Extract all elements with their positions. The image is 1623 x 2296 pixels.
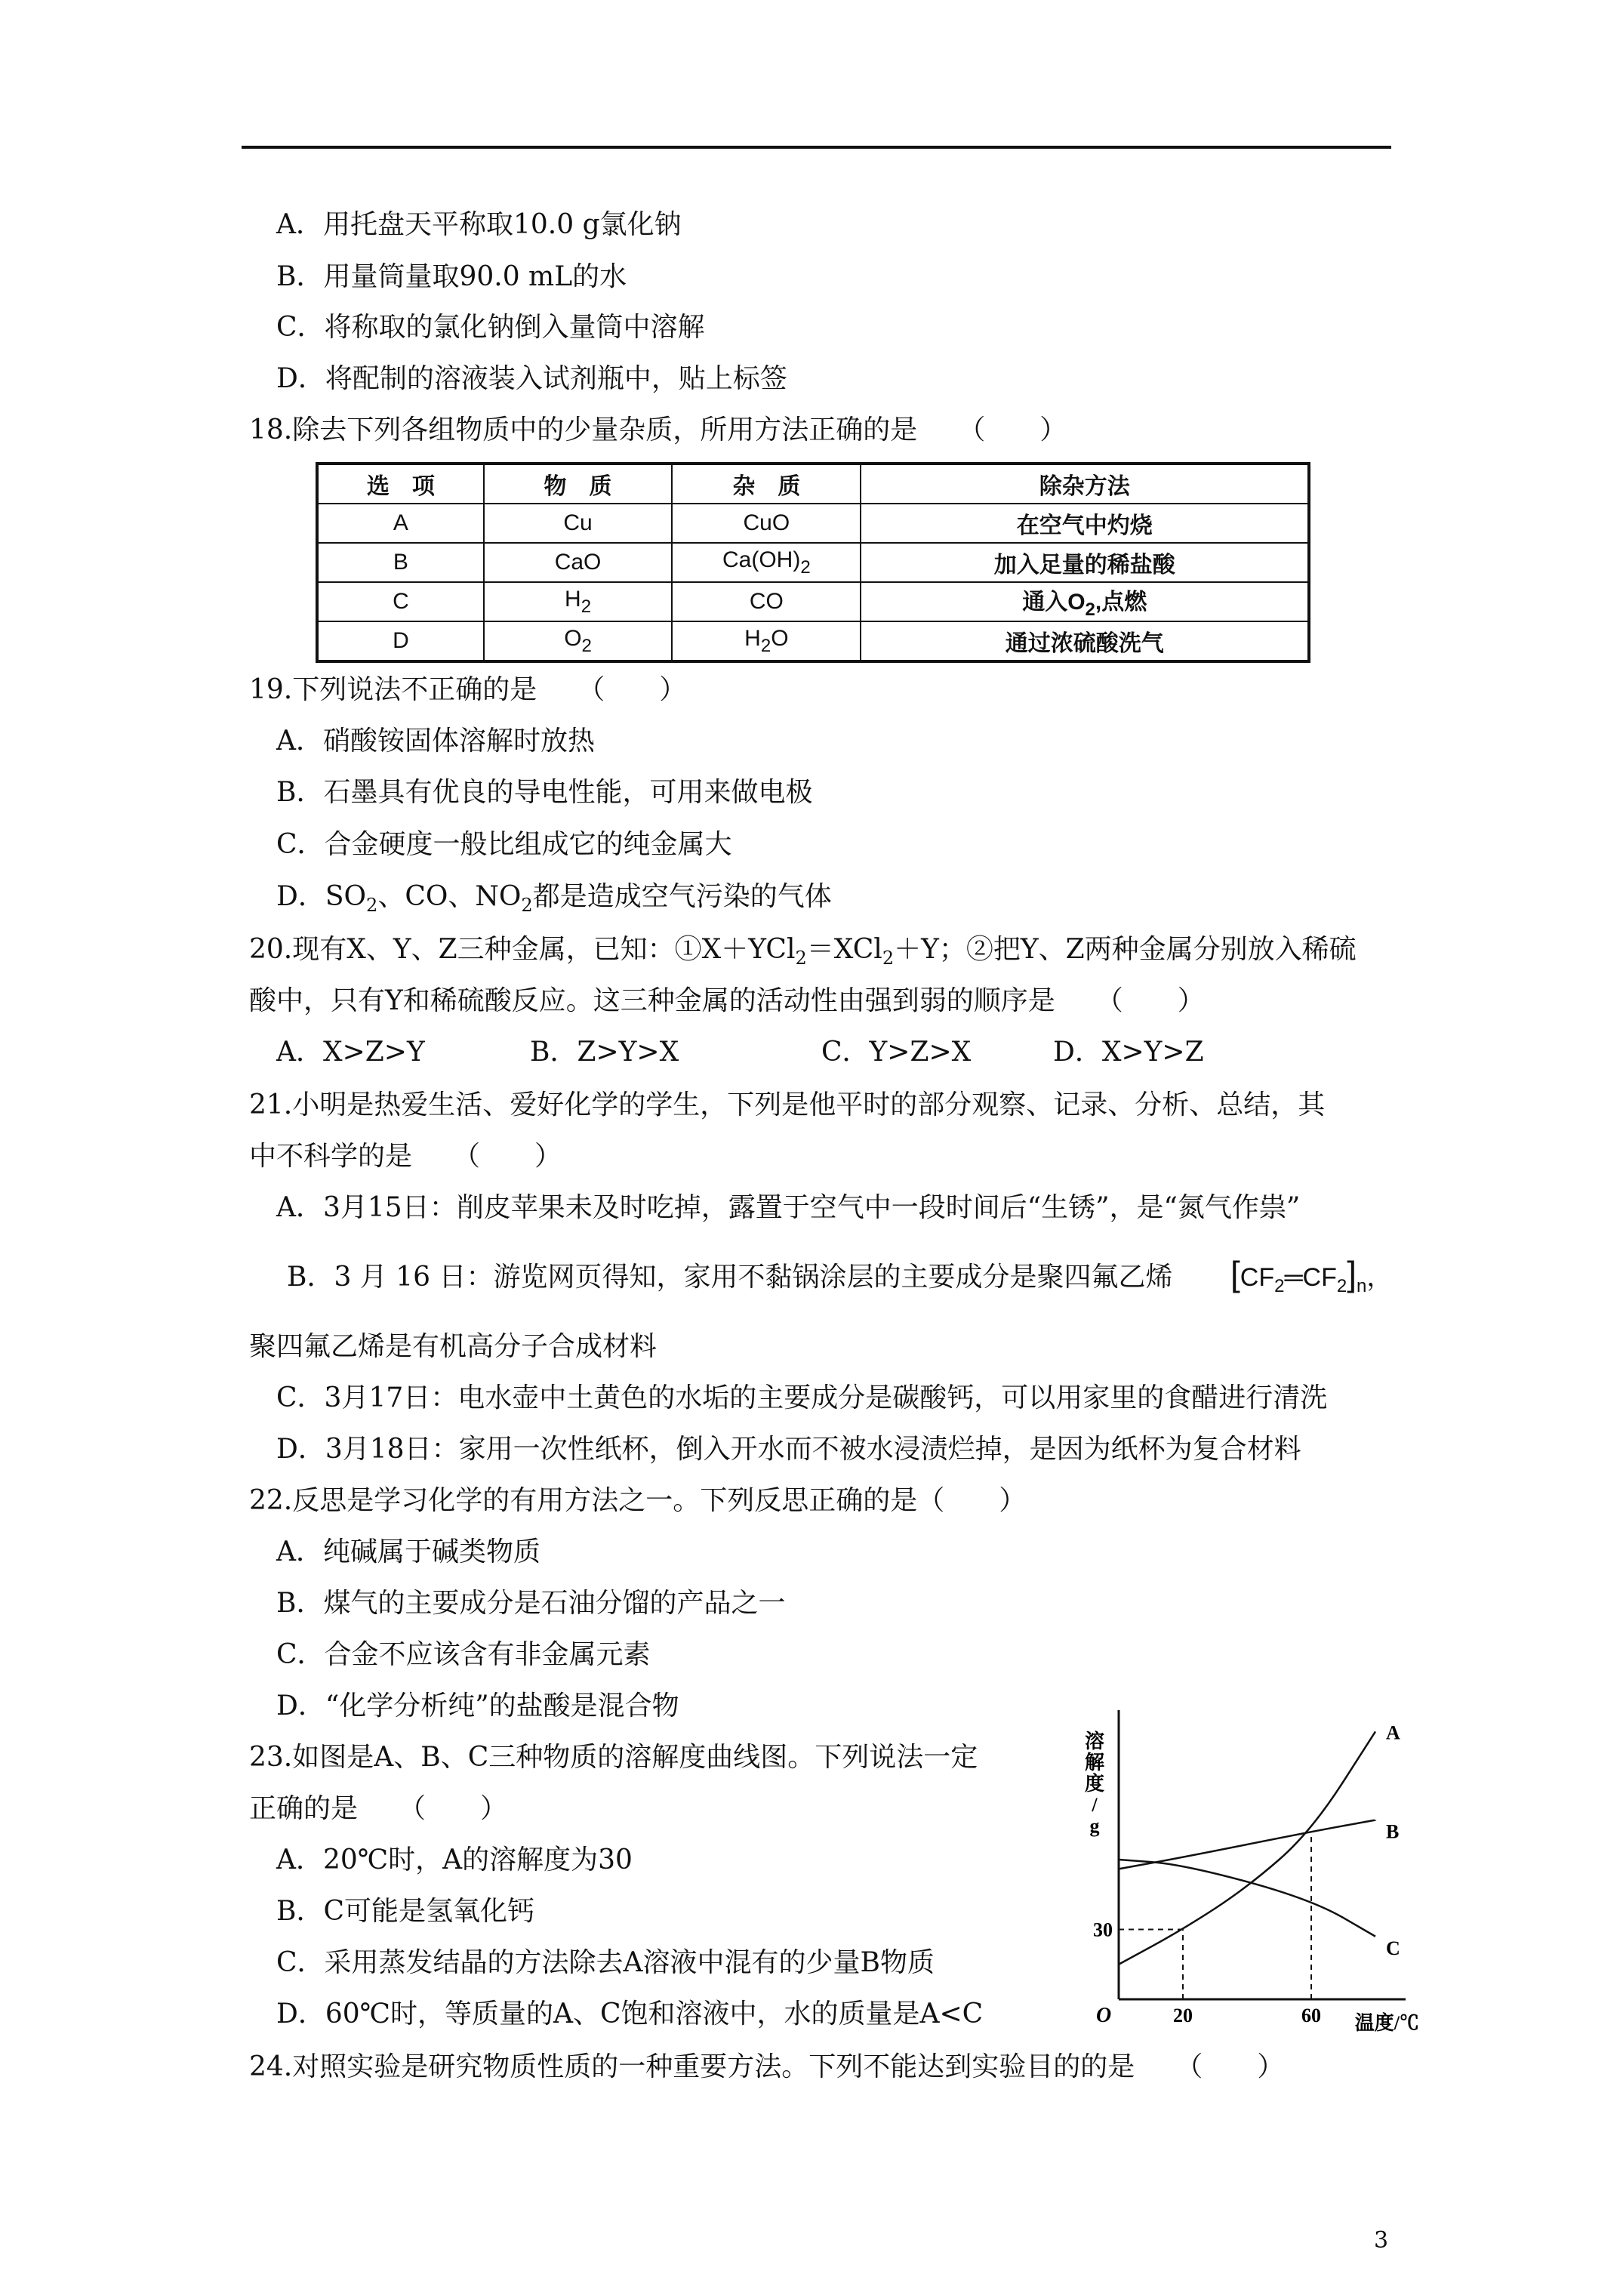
q20-option-d: D．X>Y>Z (1053, 1037, 1204, 1068)
q22-option-c: C．合金不应该含有非金属元素 (276, 1639, 651, 1670)
cell-impurity: CO (672, 582, 861, 621)
q19-stem: 19.下列说法不正确的是 （ ） (249, 674, 687, 705)
page-number: 3 (1374, 2227, 1389, 2254)
header-rule (242, 146, 1391, 149)
q17-option-a: A．用托盘天平称取10.0 g氯化钠 (276, 209, 682, 240)
series-line-c (1119, 1860, 1375, 1937)
q21-option-a: A．3月15日：削皮苹果未及时吃掉，露置于空气中一段时间后“生锈”，是“氮气作祟” (276, 1192, 1301, 1223)
series-label-c: C (1386, 1937, 1400, 1959)
cell-substance: $H_2$ (484, 582, 672, 621)
q20-stem-line2: 酸中，只有Y和稀硫酸反应。这三种金属的活动性由强到弱的顺序是 （ ） (249, 985, 1205, 1016)
q24-stem: 24.对照实验是研究物质性质的一种重要方法。下列不能达到实验目的的是 （ ） (249, 2051, 1285, 2082)
q18-table (316, 462, 1310, 663)
table-row (317, 621, 1309, 661)
header-substance: 物 质 (484, 464, 672, 504)
y-axis-label: 度 (1084, 1773, 1105, 1795)
q18-stem: 18.除去下列各组物质中的少量杂质，所用方法正确的是 （ ） (249, 415, 1067, 445)
q21-option-c: C．3月17日：电水壶中土黄色的水垢的主要成分是碳酸钙，可以用家里的食醋进行清洗 (276, 1382, 1328, 1413)
series-label-a: A (1386, 1721, 1400, 1744)
table-row (317, 504, 1309, 543)
cell-substance: $O_2$ (484, 621, 672, 661)
q22-option-a: A．纯碱属于碱类物质 (276, 1536, 540, 1567)
cell-substance: CaO (484, 543, 672, 582)
q22-option-b: B．煤气的主要成分是石油分馏的产品之一 (276, 1588, 786, 1619)
table-row (317, 543, 1309, 582)
q19-option-d: D．$SO_2$、CO、$NO_2$都是造成空气污染的气体 (276, 881, 832, 916)
q22-option-d: D．“化学分析纯”的盐酸是混合物 (276, 1690, 679, 1721)
cell-impurity: CuO (672, 504, 861, 543)
cell-option: C (317, 582, 484, 621)
y-tick-label: 30 (1093, 1918, 1113, 1941)
q22-stem: 22.反思是学习化学的有用方法之一。下列反思正确的是（ ） (249, 1485, 1027, 1516)
y-axis-label: 解 (1084, 1752, 1105, 1774)
cell-substance: Cu (484, 504, 672, 543)
x-tick-label: 20 (1173, 2005, 1193, 2026)
solubility-chart (1057, 1710, 1419, 2039)
q23-option-c: C．采用蒸发结晶的方法除去A溶液中混有的少量B物质 (276, 1947, 935, 1978)
table-row (317, 582, 1309, 621)
y-axis-label: / (1092, 1794, 1098, 1816)
cell-option: A (317, 504, 484, 543)
q17-option-b: B．用量筒量取90.0 mL的水 (276, 261, 627, 292)
series-label-b: B (1386, 1820, 1400, 1843)
origin-label: O (1096, 2004, 1112, 2027)
q20-option-a: A．X>Z>Y (276, 1037, 425, 1068)
q19-option-a: A．硝酸铵固体溶解时放热 (276, 726, 595, 757)
q23-stem-line2: 正确的是 （ ） (249, 1793, 508, 1824)
q20-option-c: C．Y>Z>X (821, 1037, 972, 1068)
header-impurity: 杂 质 (672, 464, 861, 504)
x-tick-label: 60 (1301, 2005, 1321, 2026)
q20-option-b: B．Z>Y>X (530, 1037, 679, 1068)
q21-stem-line2: 中不科学的是 （ ） (249, 1141, 562, 1172)
q19-option-b: B．石墨具有优良的导电性能，可用来做电极 (276, 777, 813, 808)
cell-method: 加入足量的稀盐酸 (861, 543, 1309, 582)
y-axis-label: g (1089, 1815, 1100, 1837)
cell-impurity: $Ca(OH)_2$ (672, 543, 861, 582)
series-line-a (1119, 1731, 1375, 1964)
q23-option-b: B．C可能是氢氧化钙 (276, 1896, 535, 1927)
table-header-row (317, 464, 1309, 504)
cell-method: 通入$O_2$,点燃 (861, 582, 1309, 621)
cell-method: 通过浓硫酸洗气 (861, 621, 1309, 661)
ptfe-formula: $[CF_2═CF_2]_n$， (1230, 1254, 1393, 1296)
y-axis-label: 溶 (1084, 1730, 1105, 1752)
q17-option-d: D．将配制的溶液装入试剂瓶中，贴上标签 (276, 363, 787, 394)
cell-option: D (317, 621, 484, 661)
x-axis-label: 温度/℃ (1354, 2012, 1419, 2034)
header-option: 选 项 (317, 464, 484, 504)
q17-option-c: C．将称取的氯化钠倒入量筒中溶解 (276, 312, 705, 343)
q23-option-d: D．60℃时，等质量的A、C饱和溶液中，水的质量是A<C (276, 1999, 984, 2029)
q21-option-b-line1: B．3 月 16 日：游览网页得知，家用不黏锅涂层的主要成分是聚四氟乙烯 (287, 1262, 1173, 1293)
cell-option: B (317, 543, 484, 582)
q23-stem-line1: 23.如图是A、B、C三种物质的溶解度曲线图。下列说法一定 (249, 1742, 978, 1773)
cell-method: 在空气中灼烧 (861, 504, 1309, 543)
q21-stem-line1: 21.小明是热爱生活、爱好化学的学生，下列是他平时的部分观察、记录、分析、总结，其 (249, 1089, 1326, 1120)
q23-option-a: A．20℃时，A的溶解度为30 (276, 1845, 633, 1875)
q20-stem-line1: 20.现有X、Y、Z三种金属，已知：①X＋YCl$_2$＝XCl$_2$＋Y；②把Y、Z两种金属分别放入稀硫 (249, 934, 1357, 969)
header-method: 除杂方法 (861, 464, 1309, 504)
q19-option-c: C．合金硬度一般比组成它的纯金属大 (276, 829, 732, 860)
q21-option-d: D．3月18日：家用一次性纸杯，倒入开水而不被水浸渍烂掉，是因为纸杯为复合材料 (276, 1434, 1301, 1465)
cell-impurity: $H_2O$ (672, 621, 861, 661)
q21-option-b-line2: 聚四氟乙烯是有机高分子合成材料 (249, 1331, 658, 1362)
